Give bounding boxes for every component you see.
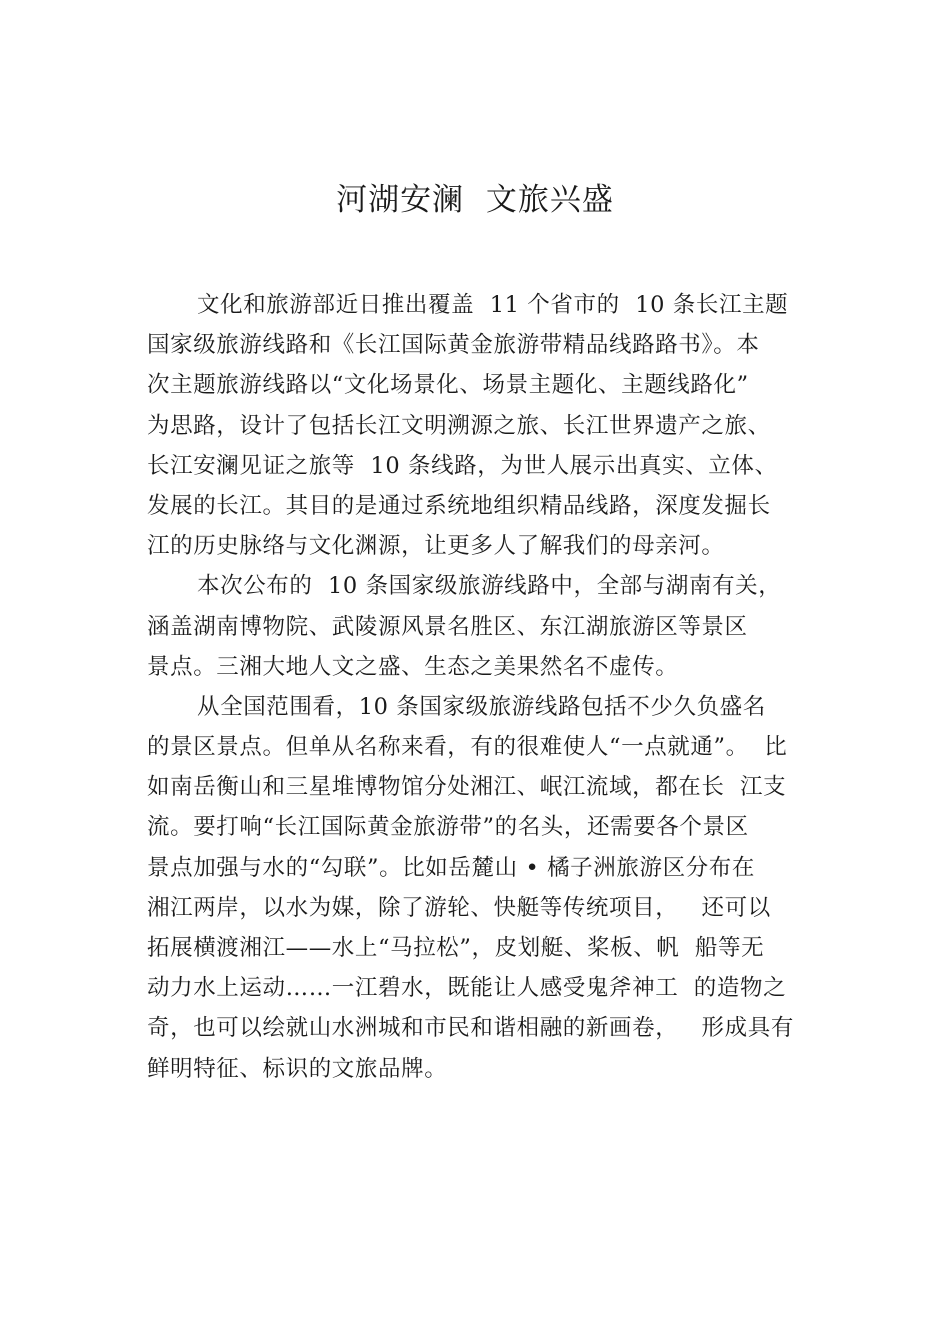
paragraph-2-line-3: 景点。三湘大地人文之盛、生态之美果然名不虚传。 xyxy=(147,653,679,680)
paragraph-1-line-7: 江的历史脉络与文化渊源，让更多人了解我们的母亲河。 xyxy=(147,533,725,560)
paragraph-2-line-1: 本次公布的 10 条国家级旅游线路中，全部与湖南有关， xyxy=(197,573,782,600)
paragraph-1-line-1: 文化和旅游部近日推出覆盖 11 个省市的 10 条长江主题 xyxy=(197,292,789,318)
paragraph-1-line-6: 发展的长江。其目的是通过系统地组织精品线路，深度发掘长 xyxy=(147,492,771,519)
paragraph-3-line-9: 奇，也可以绘就山水洲城和市民和谐相融的新画卷， 形成具有 xyxy=(147,1015,794,1042)
paragraph-3-line-7: 拓展横渡湘江——水上“马拉松”，皮划艇、桨板、帆 船等无 xyxy=(147,935,765,961)
paragraph-3-line-6: 湘江两岸，以水为媒，除了游轮、快艇等传统项目， 还可以 xyxy=(147,894,771,921)
paragraph-3-line-8: 动力水上运动……一江碧水，既能让人感受鬼斧神工 的造物之 xyxy=(147,975,787,1002)
paragraph-3-line-5: 景点加强与水的“勾联”。比如岳麓山 • 橘子洲旅游区分布在 xyxy=(147,854,755,881)
paragraph-1-line-4: 为思路，设计了包括长江文明溯源之旅、长江世界遗产之旅、 xyxy=(147,412,771,439)
paragraph-3-line-10: 鲜明特征、标识的文旅品牌。 xyxy=(147,1055,448,1082)
document-title: 河湖安澜 文旅兴盛 xyxy=(336,182,614,218)
paragraph-3-line-2: 的景区景点。但单从名称来看，有的很难使人“一点就通”。 比 xyxy=(147,734,788,761)
paragraph-1-line-5: 长江安澜见证之旅等 10 条线路，为世人展示出真实、立体、 xyxy=(147,452,778,479)
paragraph-3-line-3: 如南岳衡山和三星堆博物馆分处湘江、岷江流域，都在长 江支 xyxy=(147,774,787,801)
paragraph-1-line-3: 次主题旅游线路以“文化场景化、场景主题化、主题线路化” xyxy=(147,372,749,399)
paragraph-3-line-4: 流。要打响“长江国际黄金旅游带”的名头，还需要各个景区 xyxy=(147,814,749,841)
paragraph-1-line-2: 国家级旅游线路和《长江国际黄金旅游带精品线路路书》。本 xyxy=(147,332,760,359)
paragraph-2-line-2: 涵盖湖南博物院、武陵源风景名胜区、东江湖旅游区等景区 xyxy=(147,613,748,640)
paragraph-3-line-1: 从全国范围看，10 条国家级旅游线路包括不少久负盛名 xyxy=(197,693,766,720)
article-body xyxy=(147,285,837,1089)
